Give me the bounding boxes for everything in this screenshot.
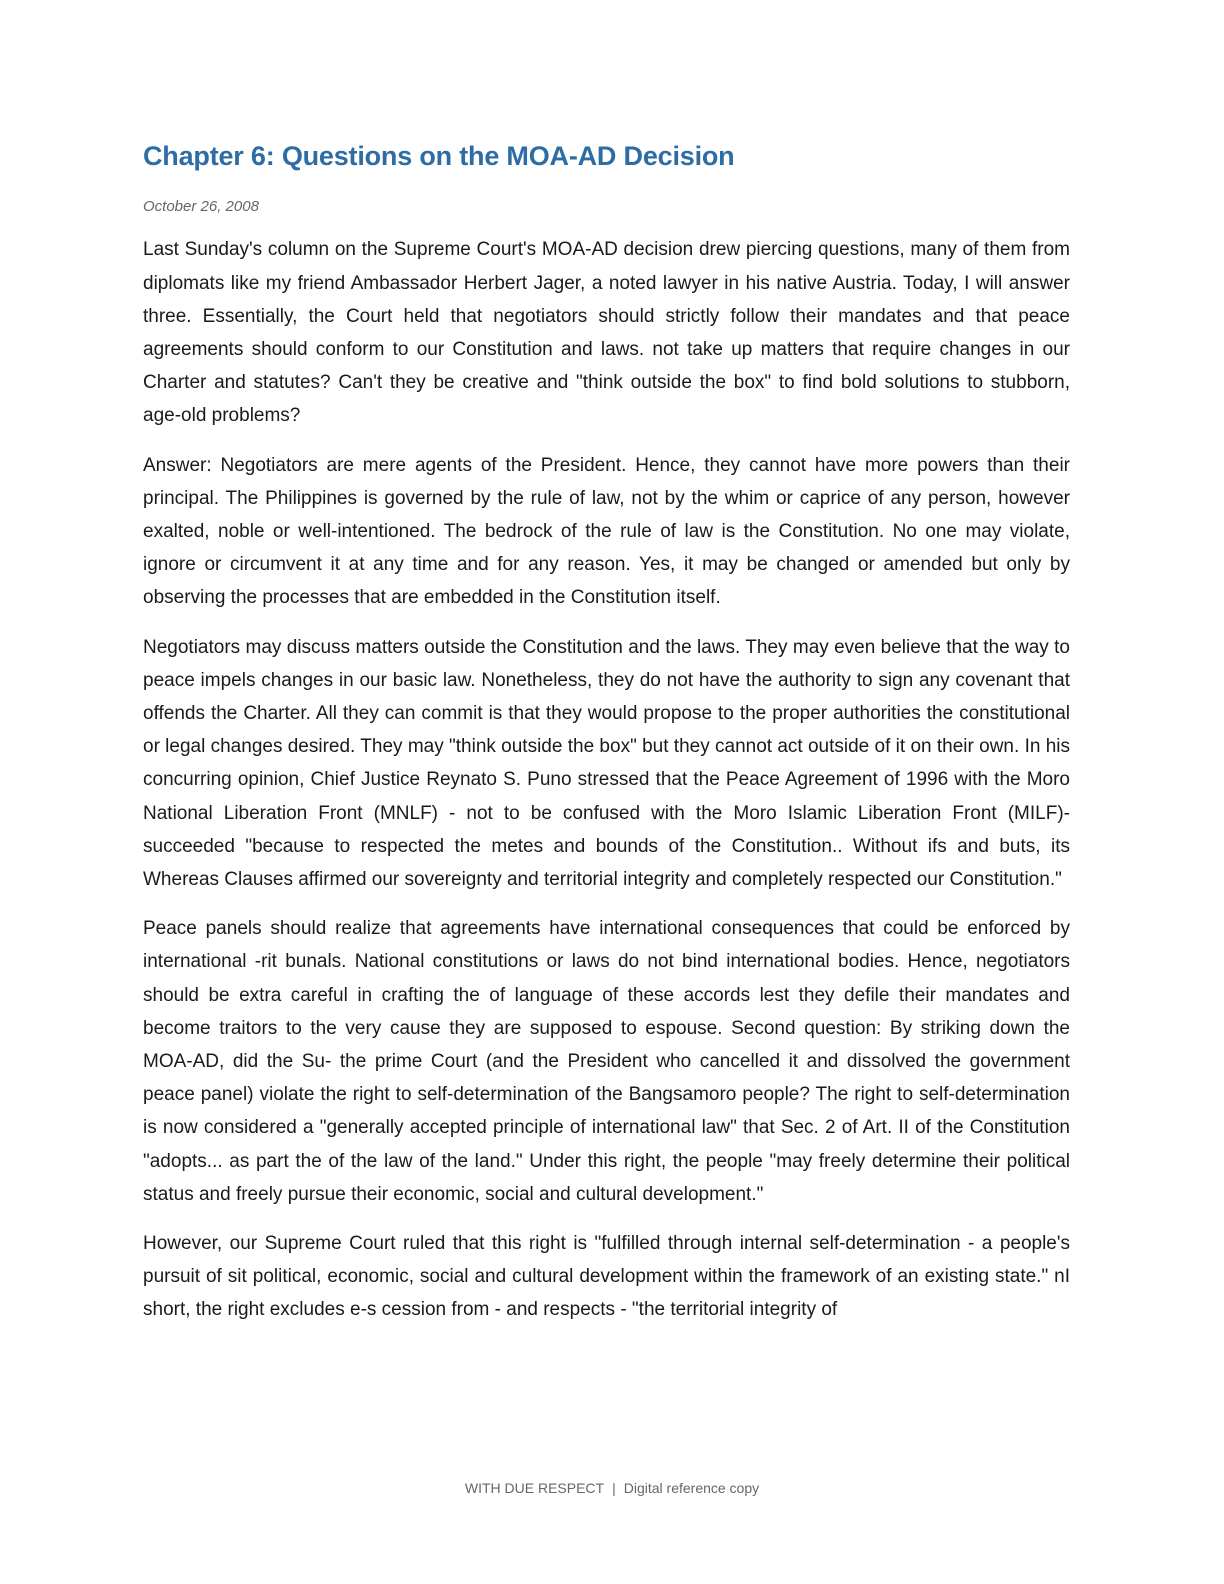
footer-book-title: WITH DUE RESPECT — [464, 1480, 605, 1496]
document-page — [143, 140, 1070, 1343]
paragraph-1: Last Sunday's column on the Supreme Court's MOA-AD decision drew piercing questions, many of them from diplomats like my friend Ambassador Herbert Jager, a noted lawyer in his native Austria. Today, I will answer three. Essentially, the Court held that negotiators should strictly follow their mandates and that peace agreements should conform to our Constitution and laws. not take up matters that require changes in our Charter and statutes? Can't they be creative and "think outside the box" to find bold solutions to stubborn, age-old problems? — [143, 239, 1070, 427]
footer-copy-note: Digital reference copy — [623, 1480, 760, 1496]
paragraph-5: However, our Supreme Court ruled that this right is "fulfilled through internal self-determination - a people's pursuit of sit political, economic, social and cultural development within the framework of an existing state." nI short, the right excludes e-s cession from - and respects - "the territorial integrity of — [143, 1233, 1070, 1321]
publication-date: October 26, 2008 — [143, 198, 259, 216]
footer-separator: | — [612, 1480, 616, 1496]
paragraph-2: Answer: Negotiators are mere agents of the President. Hence, they cannot have more powers than their principal. The Philippines is governed by the rule of law, not by the whim or caprice of any person, however exalted, noble or well-intentioned. The bedrock of the rule of law is the Constitution. No one may violate, ignore or circumvent it at any time and for any reason. Yes, it may be changed or amended but only by observing the processes that are embedded in the Constitution itself. — [143, 454, 1070, 609]
chapter-title: Chapter 6: Questions on the MOA-AD Decision — [143, 141, 735, 171]
paragraph-3: Negotiators may discuss matters outside the Constitution and the laws. They may even believe that the way to peace impels changes in our basic law. Nonetheless, they do not have the authority to sign any covenant that offends the Charter. All they can commit is that they would propose to the proper authorities the constitutional or legal changes desired. They may "think outside the box" but they cannot act outside of it on their own. In his concurring opinion, Chief Justice Reynato S. Puno stressed that the Peace Agreement of 1996 with the Moro National Liberation Front (MNLF) - not to be confused with the Moro Islamic Liberation Front (MILF)-succeeded "because to respected the metes and bounds of the Constitution.. Without ifs and buts, its Whereas Clauses affirmed our sovereignty and territorial integrity and completely respected our Constitution." — [143, 636, 1070, 891]
paragraph-4: Peace panels should realize that agreements have international consequences that could be enforced by international -rit bunals. National constitutions or laws do not bind international bodies. Hence, negotiators should be extra careful in crafting the of language of these accords lest they defile their mandates and become traitors to the very cause they are supposed to espouse. Second question: By striking down the MOA-AD, did the Su- the prime Court (and the President who cancelled it and dissolved the government peace panel) violate the right to self-determination of the Bangsamoro people? The right to self-determination is now considered a "generally accepted principle of international law" that Sec. 2 of Art. II of the Constitution "adopts... as part the of the law of the land." Under this right, the people "may freely determine their political status and freely pursue their economic, social and cultural development." — [143, 918, 1070, 1205]
page-footer — [0, 1480, 1224, 1496]
